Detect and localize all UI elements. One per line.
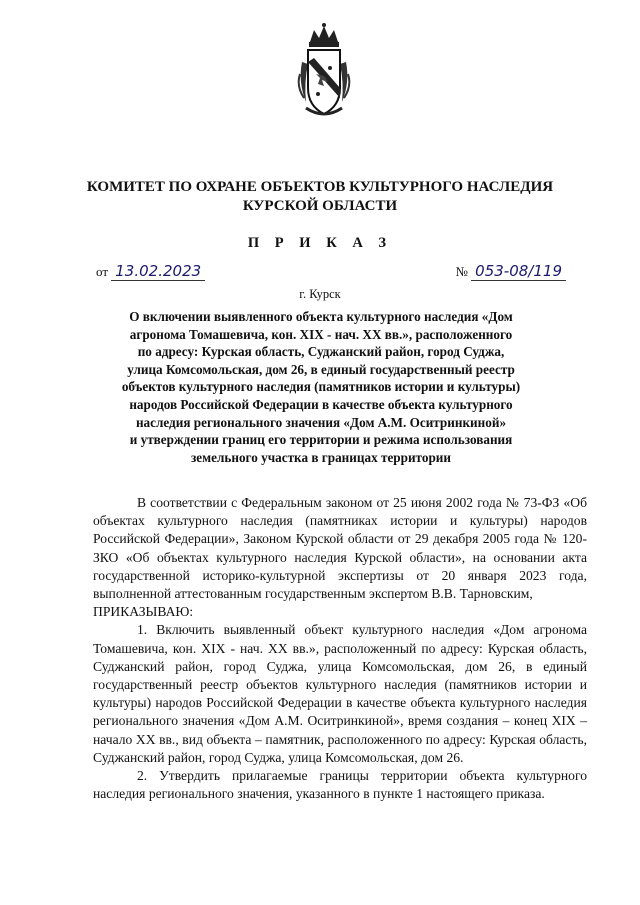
order-word: ПРИКАЗЫВАЮ:	[93, 604, 194, 620]
organization-name-line2: КУРСКОЙ ОБЛАСТИ	[242, 198, 398, 214]
date-value: 13.02.2023	[111, 262, 205, 281]
date-number-row	[96, 262, 566, 286]
subject-line: народов Российской Федерации в качестве объекта культурного	[129, 396, 513, 412]
organization-name-line1: КОМИТЕТ ПО ОХРАНЕ ОБЪЕКТОВ КУЛЬТУРНОГО НАСЛЕДИЯ	[86, 179, 554, 195]
order-subject	[96, 308, 546, 466]
subject-line: земельного участка в границах территории	[191, 449, 451, 465]
coat-of-arms-emblem	[296, 22, 352, 120]
order-item-2: 2. Утвердить прилагаемые границы территории объекта культурного наследия регионального значения, указанного в пункте 1 настоящего приказа.	[93, 768, 587, 802]
order-number	[456, 262, 566, 280]
subject-line: по адресу: Курская область, Суджанский район, город Суджа,	[137, 344, 505, 360]
subject-line: объектов культурного наследия (памятников истории и культуры)	[121, 379, 521, 395]
subject-line: наследия регионального значения «Дом А.М. Оситринкиной»	[135, 414, 507, 430]
order-title: П Р И К А З	[247, 235, 393, 251]
preamble-paragraph: В соответствии с Федеральным законом от 25 июня 2002 года № 73-ФЗ «Об объектах культурного наследия (памятниках истории и культуры) народов Российской Федерации», Законом Курской области от 29 декабря 2005 года № 120-ЗКО «Об объектах культурного наследия Курской области», на основании акта государственной историко-культурной экспертизы от 20 января 2023 года, выполненной аттестованным государственным экспертом В.В. Тарновским,	[93, 495, 587, 602]
subject-line: и утверждении границ его территории и режима использования	[129, 432, 513, 448]
number-prefix: №	[455, 264, 468, 279]
number-value: 053-08/119	[471, 262, 566, 281]
subject-line: агронома Томашевича, кон. XIX - нач. XX вв.», расположенного	[129, 326, 513, 342]
order-date	[96, 262, 205, 280]
organization-name	[60, 178, 580, 216]
order-body	[93, 494, 587, 803]
subject-line: улица Комсомольская, дом 26, в единый государственный реестр	[127, 361, 515, 377]
city-label: г. Курск	[299, 287, 341, 301]
order-item-1: 1. Включить выявленный объект культурного наследия «Дом агронома Томашевича, кон. XIX - нач. XX вв.», расположенный по адресу: Курская область, Суджанский район, город Суджа, улица Комсомольская, дом 26, в единый государственный реестр объектов культурного наследия (памятников истории и культуры) народов Российской Федерации в качестве объекта культурного наследия регионального значения «Дом А.М. Оситринкиной», время создания – конец XIX – начало XX вв., вид объекта – памятник, расположенного по адресу: Курская область, Суджанский район, город Суджа, улица Комсомольская, дом 26.	[93, 622, 587, 765]
subject-line: О включении выявленного объекта культурного наследия «Дом	[129, 309, 513, 324]
date-prefix: от	[96, 264, 109, 279]
